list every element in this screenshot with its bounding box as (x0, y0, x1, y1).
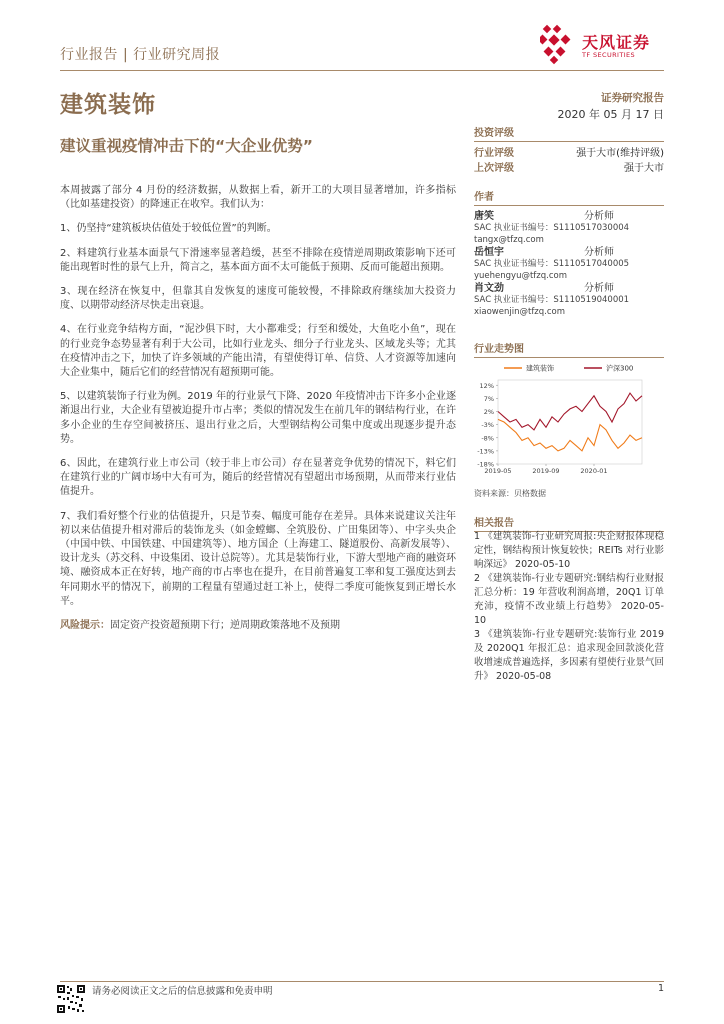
legend-label: 沪深300 (606, 364, 634, 373)
author-block (474, 282, 664, 318)
author-name: 唐笑 (474, 211, 494, 222)
author-cert: SAC 执业证书编号：S1110517040005 (474, 259, 630, 269)
x-tick-label: 2019-05 (484, 467, 512, 475)
x-tick-label: 2019-09 (532, 467, 560, 475)
trend-panel (474, 340, 664, 358)
author-block (474, 246, 664, 282)
related-report-link[interactable]: 3 《建筑装饰-行业专题研究:装饰行业 2019 及 2020Q1 年报汇总：追求现金回款淡化营收增速成普遍选择，多因素有望使行业景气回升》 2020-05-08 (474, 629, 665, 682)
x-tick-label: 2020-01 (580, 467, 608, 475)
authors-header: 作者 (474, 188, 664, 206)
qr-code-icon (56, 984, 86, 1014)
author-email[interactable]: yuehengyu@tfzq.com (474, 270, 568, 281)
risk-label: 风险提示： (60, 620, 110, 632)
author-name: 肖文劲 (474, 283, 504, 294)
company-name-en: TF SECURITIES (582, 51, 636, 59)
disclaimer-text: 请务必阅读正文之后的信息披露和免责申明 (92, 986, 273, 997)
report-title: 建议重视疫情冲击下的“大企业优势” (60, 137, 313, 155)
risk-warning (60, 619, 456, 633)
author-email[interactable]: tangx@tfzq.com (474, 234, 544, 245)
author-block (474, 210, 664, 246)
y-tick-label: 12% (479, 381, 494, 390)
rating-value: 强于大市 (624, 163, 664, 174)
rating-row (474, 161, 664, 176)
author-role: 分析师 (584, 283, 614, 294)
report-category: 行业报告 | 行业研究周报 (60, 47, 221, 63)
company-name-cn: 天风证券 (582, 33, 651, 52)
risk-text: 固定资产投资超预期下行；逆周期政策落地不及预期 (110, 620, 340, 632)
y-tick-label: -18% (477, 460, 494, 469)
y-tick-label: -8% (481, 434, 494, 443)
author-cert: SAC 执业证书编号：S1110517030004 (474, 223, 630, 233)
paragraph: 5、以建筑装饰子行业为例。2019 年的行业景气下降、2020 年疫情冲击下许多小企业逐渐退出行业，大企业有望被迫提升市占率；类似的情况发生在前几年的钢结构行业，在许多小企业的生存空间被挤压、退出行业之后，大型钢结构公司集中度或出现逐步提升态势。 (60, 391, 456, 445)
rating-row (474, 146, 664, 161)
y-tick-label: 2% (483, 408, 494, 416)
trend-chart (474, 360, 664, 485)
report-body (60, 184, 456, 643)
rating-header: 投资评级 (474, 124, 664, 142)
sector-title: 建筑装饰 (60, 92, 156, 118)
series-line (498, 393, 642, 430)
author-role: 分析师 (584, 211, 614, 222)
y-tick-label: -13% (477, 447, 494, 456)
y-tick-label: 7% (483, 394, 494, 403)
paragraph: 4、在行业竞争结构方面，“泥沙俱下时，大小都难受；行至和缓处，大鱼吃小鱼”，现在的行业竞争态势显著有利于大公司，比如行业龙头、细分子行业龙头、区域龙头等；尤其在疫情冲击之下，加快了许多领域的产能出清，有望使得订单、信贷、人才资源等加速向大企业集中，随后它们的经营情况有超预期可能。 (60, 324, 456, 379)
related-report-link[interactable]: 1 《建筑装饰-行业研究周报:央企财报体现稳定性，钢结构预计恢复较快；REITs 对行业影响深远》 2020-05-10 (474, 531, 664, 570)
rating-label: 行业评级 (474, 148, 514, 159)
related-report-link[interactable]: 2 《建筑装饰-行业专题研究:钢结构行业财报汇总分析：19 年营收利润高增，20Q1 订单充沛，疫情不改业绩上行趋势》 2020-05-10 (474, 573, 664, 626)
paragraph: 本周披露了部分 4 月份的经济数据，从数据上看，新开工的大项目显著增加，许多指标（比如基建投资）的降速正在收窄。我们认为： (60, 185, 456, 211)
logo-mark (540, 25, 570, 64)
rating-value: 强于大市(维持评级) (576, 148, 664, 159)
paragraph: 7、我们看好整个行业的估值提升，只是节奏、幅度可能存在差异。具体来说建议关注年初以来估值提升相对滞后的装饰龙头（如金螳螂、全筑股份、广田集团等）、中字头央企（中国中铁、中国铁建、中国建筑等）、地方国企（上海建工、隧道股份、高新发展等）、设计龙头（苏交科、中设集团、设计总院等）。尤其是装饰行业，下游大型地产商的融资环境、融资成本正在好转，地产商的市占率也在提升，在目前普遍复工率和复工强度达到去年同期水平的情况下，前期的工程量有望通过赶工补上，使得二季度可能恢复到正增长水平。 (60, 510, 456, 607)
legend-label: 建筑装饰 (526, 364, 554, 373)
paragraph: 6、因此，在建筑行业上市公司（较于非上市公司）存在显著竞争优势的情况下，料它们在建筑行业的广阔市场中大有可为，随后的经营情况有望超出市场预期，从而带来行业估值提升。 (60, 458, 456, 498)
authors-panel (474, 188, 664, 318)
page-number: 1 (657, 983, 664, 994)
rating-panel (474, 124, 664, 176)
related-list (474, 530, 664, 684)
author-cert: SAC 执业证书编号：S1110519040001 (474, 295, 630, 305)
related-header: 相关报告 (474, 514, 664, 532)
header-divider (60, 70, 664, 71)
rating-label: 上次评级 (474, 163, 514, 174)
paragraph: 3、现在经济在恢复中，但靠其自发恢复的速度可能较慢，不排除政府继续加大投资力度、以期带动经济尽快走出衰退。 (60, 286, 456, 312)
paragraph: 2、料建筑行业基本面景气下滑速率显著趋缓，甚至不排除在疫情逆周期政策影响下还可能出现暂时性的景气上升，简言之，基本面方面不太可能低于预期、反而可能超出预期。 (60, 247, 456, 273)
report-date: 2020 年 05 月 17 日 (557, 108, 664, 121)
plot-frame (498, 380, 642, 464)
author-email[interactable]: xiaowenjin@tfzq.com (474, 306, 566, 317)
chart-source: 资料来源：贝格数据 (474, 489, 546, 498)
trend-header: 行业走势图 (474, 340, 664, 358)
author-name: 岳恒宇 (474, 247, 504, 258)
author-role: 分析师 (584, 247, 614, 258)
report-type: 证券研究报告 (601, 92, 664, 104)
y-tick-label: -3% (481, 421, 494, 430)
footer-divider (60, 981, 664, 982)
paragraph: 1、仍坚持“建筑板块估值处于较低位置”的判断。 (60, 223, 277, 235)
